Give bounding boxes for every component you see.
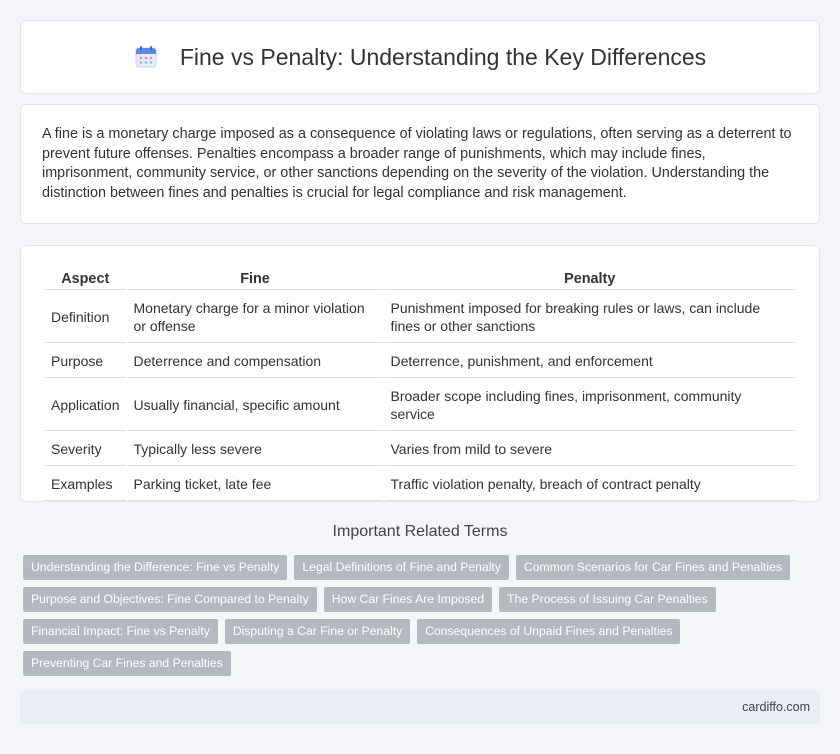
related-term-tag[interactable]: Disputing a Car Fine or Penalty [225, 619, 410, 644]
intro-section [20, 104, 820, 224]
related-term-tag[interactable]: Understanding the Difference: Fine vs Penalty [23, 555, 287, 580]
related-term-tag[interactable]: Consequences of Unpaid Fines and Penalties [417, 619, 680, 644]
column-header-aspect: Aspect [45, 268, 126, 290]
related-term-tag[interactable]: The Process of Issuing Car Penalties [499, 587, 716, 612]
table-row [45, 468, 795, 501]
comparison-table-card [20, 245, 820, 502]
related-term-tag[interactable]: Common Scenarios for Car Fines and Penalties [516, 555, 790, 580]
table-cell-penalty: Broader scope including fines, imprisonment, community service [385, 380, 796, 431]
table-row [45, 433, 795, 466]
related-term-tag[interactable]: How Car Fines Are Imposed [324, 587, 492, 612]
intro-text: A fine is a monetary charge imposed as a consequence of violating laws or regulations, often serving as a deterrent to prevent future offenses. Penalties encompass a broader range of punishments, which may include fines, imprisonment, community service, or other sanctions depending on the severity of the violation. Understanding the distinction between fines and penalties is crucial for legal compliance and risk management. [42, 126, 792, 201]
page-title: Fine vs Penalty: Understanding the Key Differences [179, 43, 707, 70]
table-cell-fine: Deterrence and compensation [128, 345, 383, 378]
column-header-penalty: Penalty [385, 268, 796, 290]
table-cell-fine: Typically less severe [128, 433, 383, 466]
page-footer [20, 690, 820, 724]
footer-site-link[interactable]: cardiffo.com [742, 700, 810, 714]
related-term-tag[interactable]: Financial Impact: Fine vs Penalty [23, 619, 218, 644]
table-cell-aspect: Definition [45, 292, 126, 343]
table-cell-aspect: Examples [45, 468, 126, 501]
related-term-tag[interactable]: Preventing Car Fines and Penalties [23, 651, 231, 676]
table-row [45, 292, 795, 343]
table-cell-penalty: Traffic violation penalty, breach of contract penalty [385, 468, 796, 501]
table-cell-aspect: Application [45, 380, 126, 431]
calendar-icon [134, 45, 158, 69]
related-term-tag[interactable]: Legal Definitions of Fine and Penalty [294, 555, 509, 580]
table-cell-fine: Parking ticket, late fee [128, 468, 383, 501]
page-header [20, 20, 820, 94]
related-term-tag[interactable]: Purpose and Objectives: Fine Compared to Penalty [23, 587, 317, 612]
column-header-fine: Fine [128, 268, 383, 290]
comparison-table [43, 266, 797, 503]
table-cell-aspect: Severity [45, 433, 126, 466]
related-terms-list [23, 555, 813, 683]
table-header-row [45, 268, 795, 290]
table-cell-fine: Usually financial, specific amount [128, 380, 383, 431]
table-cell-fine: Monetary charge for a minor violation or offense [128, 292, 383, 343]
related-terms-title: Important Related Terms [332, 523, 508, 540]
table-cell-aspect: Purpose [45, 345, 126, 378]
table-cell-penalty: Deterrence, punishment, and enforcement [385, 345, 796, 378]
table-cell-penalty: Punishment imposed for breaking rules or laws, can include fines or other sanctions [385, 292, 796, 343]
table-cell-penalty: Varies from mild to severe [385, 433, 796, 466]
table-row [45, 380, 795, 431]
table-row [45, 345, 795, 378]
